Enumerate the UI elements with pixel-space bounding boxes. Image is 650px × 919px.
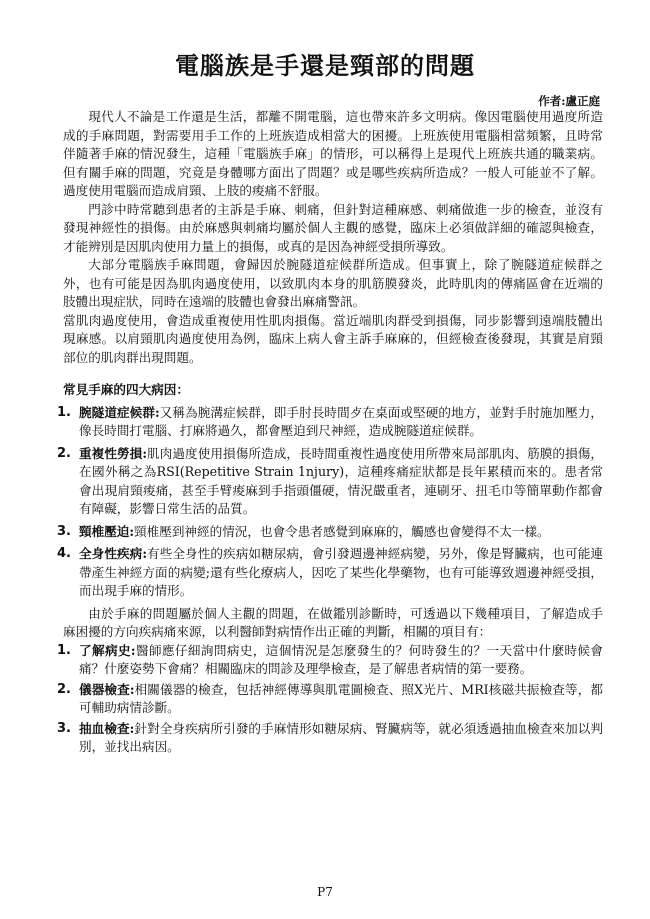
diagnosis-item [57,720,603,757]
cause-item [57,523,603,542]
cause-text: 頸椎壓到神經的情況，也會令患者感覺到麻麻的，觸感也會變得不太一樣。 [134,523,550,539]
intro-paragraph-4: 當肌肉過度使用，會造成重複使用性肌肉損傷。當近端肌肉群受到損傷，同步影響到遠端肢體出現麻感。以肩頸肌肉過度使用為例，臨床上病人會主訴手麻麻的，但經檢查後發現，其實是肩頸部位的肌肉群出現問題。 [63,312,603,365]
causes-list [57,404,603,601]
cause-text: 有些全身性的疾病如糖尿病，會引發週邊神經病變，另外，像是腎臟病，也可能連帶產生神經方面的病變;還有些化療病人，因吃了某些化學藥物，也有可能導致週邊神經受損，而出現手麻的情形。 [79,546,603,598]
diagnosis-text: 相關儀器的檢查，包括神經傳導與肌電圖檢查、照X光片、MRI核磁共振檢查等，都可輔助病情診斷。 [79,681,603,715]
diagnosis-list [57,642,603,757]
diagnosis-text: 針對全身疾病所引發的手麻情形如糖尿病、腎臟病等，就必須透過抽血檢查來加以判別，並找出病因。 [79,720,604,754]
cause-text: 肌肉過度使用損傷所造成，長時間重複性過度使用所帶來局部肌肉、筋膜的損傷，在國外稱之為RSI(Repetitive Strain 1njury)，這種疼痛症狀都是長年累積而來的。患者常會出現肩頸痠痛，甚至手臂痠麻到手指頭僵硬，情況嚴重者，連刷牙、扭毛巾等簡單動作都會有障礙，影響日常生活的品質。 [79,445,603,516]
cause-number: 4. [57,546,71,561]
diagnosis-number: 1. [57,642,71,658]
diagnosis-text: 醫師應仔細詢問病史，這個情況是怎麼發生的？何時發生的？一天當中什麼時候會痛？什麼姿勢下會痛？相關臨床的問診及理學檢查，是了解患者病情的第一要務。 [79,642,604,676]
article-body [57,108,604,759]
diagnosis-number: 3. [57,720,71,736]
diagnosis-term: 抽血檢查: [79,720,135,736]
intro-paragraph-1: 現代人不論是工作還是生活，都離不開電腦，這也帶來許多文明病。像因電腦使用過度所造成的手麻問題，對需要用手工作的上班族造成相當大的困擾。上班族使用電腦相當頻繁，且時常伴隨著手麻的情況發生，這種「電腦族手麻」的情形，可以稱得上是現代上班族共通的職業病。但有關手麻的問題，究竟是身體哪方面出了問題？或是哪些疾病所造成？一般人可能並不了解。過度使用電腦而造成肩頸、上肢的痠痛不舒服。 [63,109,603,198]
cause-item [57,404,603,441]
diagnosis-item [57,681,603,718]
diagnosis-term: 儀器檢查: [79,681,135,697]
cause-term: 全身性疾病: [79,546,147,561]
cause-item [57,545,603,601]
cause-number: 3. [57,523,71,539]
diagnosis-term: 了解病史: [79,642,136,658]
cause-term: 重複性勞損: [79,445,147,461]
diagnosis-intro: 由於手麻的問題屬於個人主觀的問題，在做鑑別診斷時，可透過以下幾種項目，了解造成手麻困擾的方向疾病痛來源，以利醫師對病情作出正確的判斷，相關的項目有： [63,605,603,639]
cause-item [57,445,603,519]
cause-text: 又稱為腕溝症候群，即手肘長時間歺在桌面或堅硬的地方，並對手肘施加壓力，像長時間打電腦、打麻將過久，都會壓迫到尺神經，造成腕隧道症候群。 [79,404,603,438]
cause-term: 頸椎壓迫: [79,523,135,539]
cause-number: 1. [57,404,71,420]
cause-term: 腕隧道症候群: [79,404,160,420]
intro-paragraph-2: 門診中時常聽到患者的主訴是手麻、刺痛，但針對這種麻感、刺痛做進一步的檢查，並沒有發現神經性的損傷。由於麻感與刺痛均屬於個人主觀的感覺，臨床上必須做詳細的確認與檢查，才能辨別是因肌肉使用力量上的損傷，或真的是因為神經受損所導致。 [63,201,603,254]
article-title: 電腦族是手還是頸部的問題 [175,52,475,80]
diagnosis-number: 2. [57,681,71,697]
cause-number: 2. [57,445,71,461]
diagnosis-item [57,642,603,679]
page-number: P7 [317,885,333,899]
author-line: 作者:盧正庭 [538,94,600,108]
intro-paragraph-3: 大部分電腦族手麻問題，會歸因於腕隧道症候群所造成。但事實上，除了腕隧道症候群之外，也有可能是因為肌肉過度使用，以致肌肉本身的肌筋膜發炎，此時肌肉的傳痛區會在近端的肢體出現症狀，同時在遠端的肢體也會發出麻痛警訊。 [63,257,603,309]
causes-heading: 常見手麻的四大病因： [63,382,189,397]
